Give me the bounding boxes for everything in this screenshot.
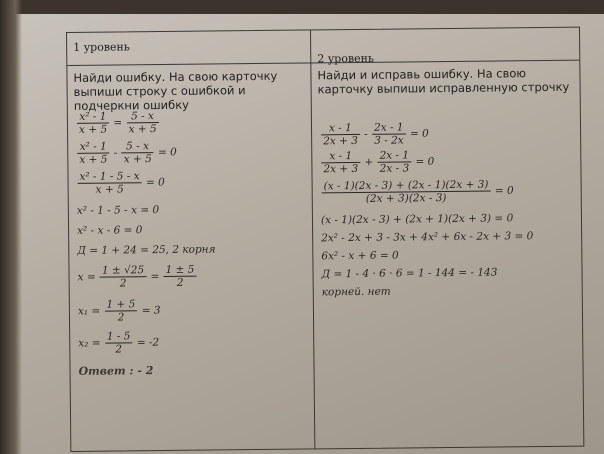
right-line-4: (x - 1)(2x - 3) + (2x + 1)(2x + 3) = 0 (320, 212, 514, 227)
right-line-1: $\frac{x - 1}{2x + 3}$ - $\frac{2x - 1}{3 - 2x}$ = 0 (320, 121, 429, 147)
left-answer: Ответ : - 2 (78, 364, 154, 378)
right-line-3: $\frac{(x - 1)(2x - 3) + (2x - 1)(2x + 3)}{(2x + 3)(2x - 3)}$ = 0 (323, 178, 514, 205)
background-shadow-left (0, 0, 22, 454)
left-line-6: Д = 1 + 24 = 25, 2 корня (77, 243, 216, 257)
right-header: 2 уровень (317, 51, 375, 66)
right-line-5: 2x² - 2x + 3 - 3x + 4x² + 6x - 2x + 3 = 0 (321, 230, 534, 245)
right-task: Найди и исправь ошибку. На свою карточку выпиши исправленную строчку (317, 66, 570, 97)
right-line-6: 6x² - x + 6 = 0 (321, 249, 399, 263)
right-line-8: корней. нет (321, 285, 391, 299)
left-header: 1 уровень (73, 40, 130, 54)
right-line-7: Д = 1 - 4 · 6 · 6 = 1 - 144 = - 143 (321, 266, 498, 281)
right-line-2: $\frac{x - 1}{2x + 3}$ + $\frac{2x - 1}{2x - 3}$ = 0 (320, 149, 434, 175)
left-line-3: $\frac{\text{x² - 1 - 5 - x}}{x + 5}$ = 0 (79, 170, 165, 196)
background-shadow-top (0, 0, 604, 14)
left-line-2: $\frac{\text{x² - 1}}{x + 5}$ - $\frac{5 - x}{x + 5}$ = 0 (76, 140, 177, 166)
left-line-1: $\frac{\text{x² - 1}}{x + 5}$ = $\frac{5 - x}{x + 5}$ (76, 110, 160, 136)
left-line-7: x = $\frac{1 \pm √25}{2}$ = $\frac{1 \pm 5}{2}$ (77, 264, 197, 290)
left-task: Найди ошибку. На свою карточку выпиши строку с ошибкой и подчеркни ошибку (73, 68, 278, 113)
left-line-8: x₁ = $\frac{1 + 5}{2}$ = 3 (77, 298, 161, 324)
column-divider (310, 30, 315, 448)
left-line-5: x² - x - 6 = 0 (77, 224, 143, 237)
worksheet-table (66, 27, 584, 452)
left-line-4: x² - 1 - 5 - x = 0 (76, 204, 160, 217)
left-line-9: x₂ = $\frac{1 - 5}{2}$ = -2 (78, 330, 160, 356)
